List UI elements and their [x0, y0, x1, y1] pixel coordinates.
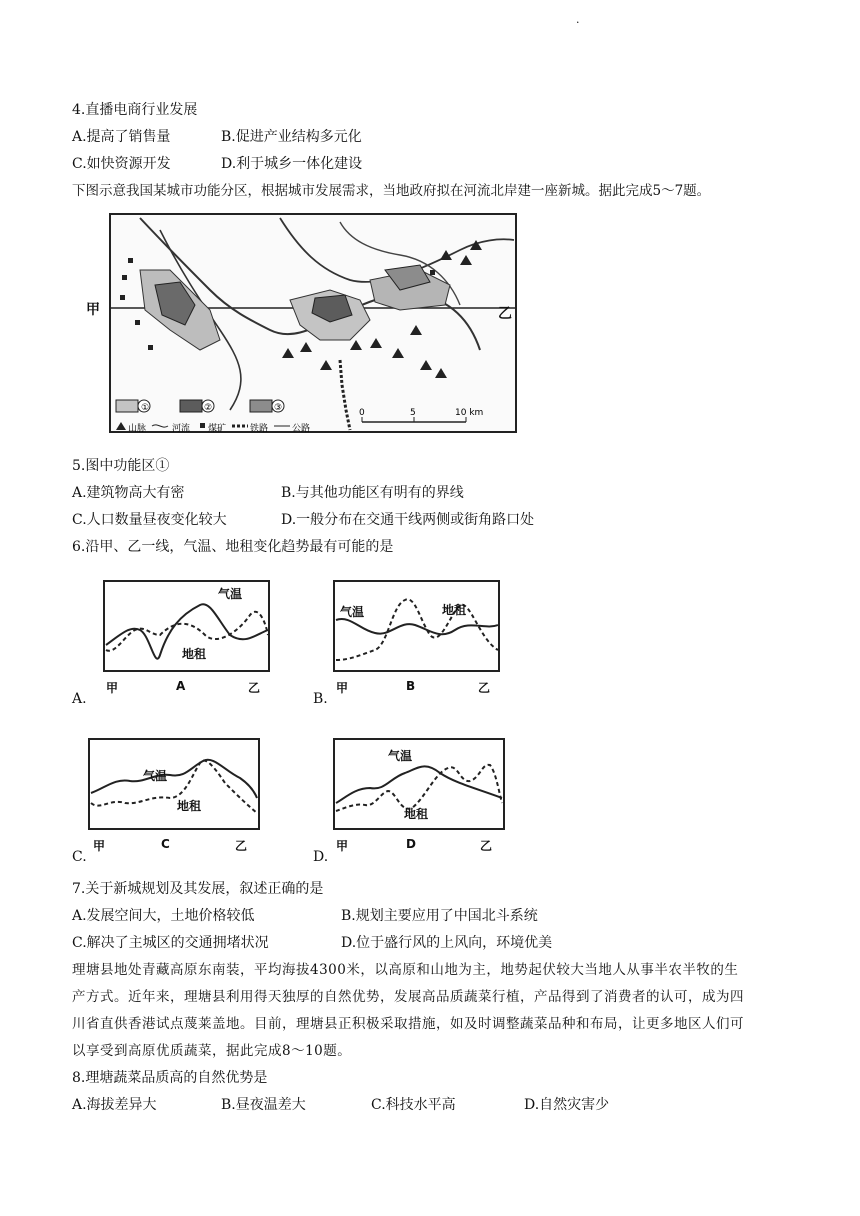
- q5-stem: 5.图中功能区①: [72, 458, 170, 474]
- chart-c-temp-label: 气温: [143, 769, 168, 783]
- legend-road: 公路: [292, 424, 311, 434]
- chart-b-left: 甲: [336, 681, 349, 695]
- q8-option-d: D.自然灾害少: [524, 1097, 610, 1113]
- city-function-map: [86, 210, 530, 440]
- header-dot: ·: [576, 16, 580, 29]
- q5-option-c: C.人口数量昼夜变化较大: [72, 512, 227, 528]
- scale-0: 0: [359, 408, 365, 418]
- q4-option-a: A.提高了销售量: [72, 129, 171, 145]
- legend-2: ②: [204, 403, 213, 413]
- legend-1: ①: [141, 403, 150, 413]
- q5-option-a: A.建筑物高大有密: [72, 485, 185, 501]
- q4-option-d: D.利于城乡一体化建设: [221, 156, 363, 172]
- q7-option-c: C.解决了主城区的交通拥堵状况: [72, 935, 269, 951]
- chart-b-mid: B: [406, 679, 416, 693]
- chart-d-mid: D: [406, 837, 416, 851]
- chart-d-right: 乙: [480, 839, 493, 853]
- intro-8-10-line-2: 产方式。近年来，理塘县利用得天独厚的自然优势，发展高品质蔬菜行植，产品得到了消费者的认可，成为四: [72, 989, 744, 1005]
- legend-mine: 煤矿: [208, 424, 227, 434]
- q4-stem: 4.直播电商行业发展: [72, 102, 198, 118]
- chart-c: [85, 733, 265, 858]
- chart-b-right: 乙: [478, 681, 491, 695]
- q6-stem: 6.沿甲、乙一线，气温、地租变化趋势最有可能的是: [72, 539, 394, 555]
- chart-a-mid: A: [176, 679, 186, 693]
- q7-stem: 7.关于新城规划及其发展，叙述正确的是: [72, 881, 324, 897]
- chart-c-mid: C: [161, 837, 170, 851]
- chart-a: [100, 575, 275, 700]
- scale-5: 5: [410, 408, 416, 418]
- chart-c-rent-label: 地租: [177, 799, 202, 813]
- q7-option-d: D.位于盛行风的上风向，环境优美: [341, 935, 553, 951]
- chart-b-option: B.: [313, 691, 328, 707]
- chart-b-rent-label: 地租: [442, 603, 467, 617]
- q8-option-a: A.海拔差异大: [72, 1097, 157, 1113]
- q7-option-a: A.发展空间大，土地价格较低: [72, 908, 255, 924]
- q5-option-b: B.与其他功能区有明有的界线: [281, 485, 464, 501]
- map-label-yi: 乙: [498, 306, 512, 322]
- chart-c-left: 甲: [93, 839, 106, 853]
- map-label-jia: 甲: [86, 302, 100, 318]
- chart-a-temp-label: 气温: [218, 587, 243, 601]
- legend-rail: 铁路: [250, 424, 269, 434]
- chart-a-rent-label: 地租: [182, 647, 207, 661]
- q4-option-b: B.促进产业结构多元化: [221, 129, 362, 145]
- chart-d-rent-label: 地租: [404, 807, 429, 821]
- chart-b: [330, 575, 505, 700]
- chart-a-option: A.: [72, 691, 87, 707]
- intro-questions-5-7: 下图示意我国某城市功能分区，根据城市发展需求，当地政府拟在河流北岸建一座新城。据此完成5～7题。: [72, 183, 711, 199]
- intro-8-10-line-3: 川省直供香港试点蔑莱盖地。目前，理塘县正积极采取措施，如及时调整蔬菜品种和布局，让更多地区人们可: [72, 1016, 744, 1032]
- legend-mountain: 山脉: [128, 424, 147, 434]
- chart-b-temp-label: 气温: [340, 605, 365, 619]
- chart-d-left: 甲: [336, 839, 349, 853]
- chart-a-left: 甲: [106, 681, 119, 695]
- legend-3: ③: [274, 403, 283, 413]
- q8-option-c: C.科技水平高: [371, 1097, 456, 1113]
- scale-10km: 10 km: [455, 408, 484, 418]
- chart-d-option: D.: [313, 849, 329, 865]
- chart-c-option: C.: [72, 849, 87, 865]
- legend-river: 河流: [172, 424, 191, 434]
- chart-c-right: 乙: [235, 839, 248, 853]
- q8-stem: 8.理塘蔬菜品质高的自然优势是: [72, 1070, 268, 1086]
- chart-d-temp-label: 气温: [388, 749, 413, 763]
- q7-option-b: B.规划主要应用了中国北斗系统: [341, 908, 538, 924]
- chart-a-right: 乙: [248, 681, 261, 695]
- intro-8-10-line-4: 以享受到高原优质蔬菜，据此完成8～10题。: [72, 1043, 352, 1059]
- intro-8-10-line-1: 理塘县地处青藏高原东南装，平均海拔4300米，以高原和山地为主，地势起伏较大当地人从事半农半牧的生: [72, 962, 739, 978]
- chart-d: [330, 733, 510, 858]
- q5-option-d: D.一般分布在交通干线两侧或街角路口处: [281, 512, 535, 528]
- q4-option-c: C.如快资源开发: [72, 156, 171, 172]
- q8-option-b: B.昼夜温差大: [221, 1097, 306, 1113]
